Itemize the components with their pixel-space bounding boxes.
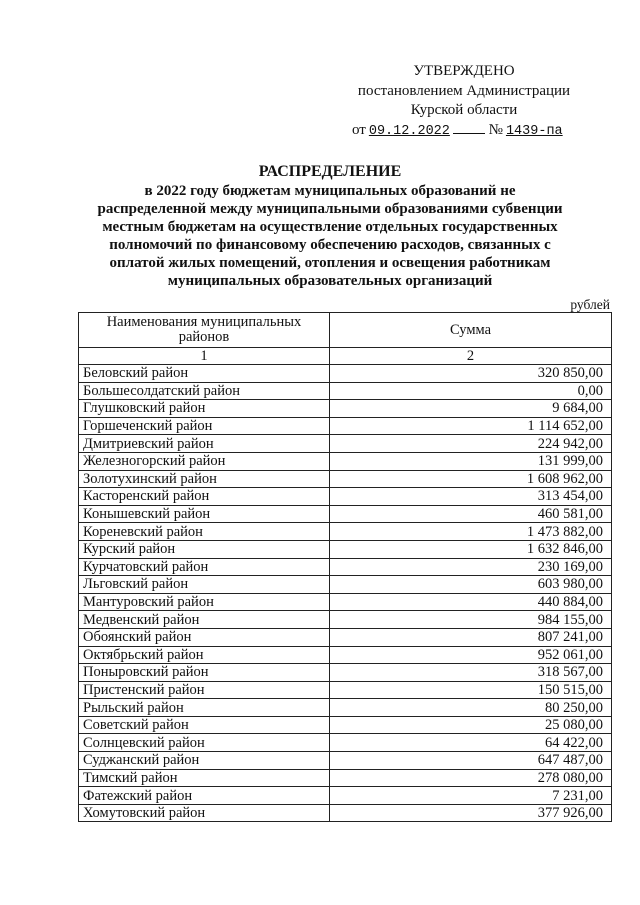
- approval-block: [348, 62, 580, 141]
- district-name: Горшеченский район: [79, 417, 330, 435]
- district-name: Солнцевский район: [79, 734, 330, 752]
- number-prefix: №: [488, 121, 503, 138]
- district-name: Конышевский район: [79, 505, 330, 523]
- header-name: Наименования муниципальных районов: [79, 313, 330, 348]
- table-row: [79, 488, 612, 506]
- approval-date: 09.12.2022: [368, 123, 450, 139]
- district-name: Хомутовский район: [79, 804, 330, 822]
- district-name: Большесолдатский район: [79, 382, 330, 400]
- heading-line: муниципальных образовательных организаций: [167, 273, 493, 289]
- table-row: [79, 716, 612, 734]
- table-row: [79, 752, 612, 770]
- heading-line: распределенной между муниципальными образованиями субвенции: [97, 201, 563, 217]
- table-row: [79, 628, 612, 646]
- district-sum: 80 250,00: [330, 699, 612, 717]
- column-number-sum: 2: [330, 348, 612, 365]
- district-sum: 318 567,00: [330, 664, 612, 682]
- header-sum: Сумма: [330, 313, 612, 348]
- heading-line: местным бюджетам на осуществление отдельных государственных: [102, 219, 558, 235]
- district-sum: 1 632 846,00: [330, 540, 612, 558]
- district-sum: 952 061,00: [330, 646, 612, 664]
- district-name: Дмитриевский район: [79, 435, 330, 453]
- heading-line: оплатой жилых помещений, отопления и освещения работникам: [109, 255, 551, 271]
- table-row: [79, 787, 612, 805]
- table-row: [79, 400, 612, 418]
- table-row: [79, 611, 612, 629]
- district-sum: 984 155,00: [330, 611, 612, 629]
- approval-number: 1439-па: [505, 123, 563, 139]
- table-row: [79, 664, 612, 682]
- district-name: Курчатовский район: [79, 558, 330, 576]
- table-row: [79, 681, 612, 699]
- district-name: Касторенский район: [79, 488, 330, 506]
- district-sum: 1 473 882,00: [330, 523, 612, 541]
- table-row: [79, 804, 612, 822]
- district-name: Медвенский район: [79, 611, 330, 629]
- district-name: Суджанский район: [79, 752, 330, 770]
- district-name: Фатежский район: [79, 787, 330, 805]
- district-name: Рыльский район: [79, 699, 330, 717]
- district-name: Глушковский район: [79, 400, 330, 418]
- table-row: [79, 523, 612, 541]
- table-row: [79, 646, 612, 664]
- district-name: Пристенский район: [79, 681, 330, 699]
- heading-line: в 2022 году бюджетам муниципальных образований не: [144, 183, 516, 199]
- heading-line: полномочий по финансовому обеспечению расходов, связанных с: [109, 237, 551, 253]
- table-row: [79, 365, 612, 383]
- table-row: [79, 558, 612, 576]
- district-name: Обоянский район: [79, 628, 330, 646]
- date-prefix: от: [352, 121, 366, 138]
- approval-date-line: [348, 121, 580, 142]
- district-name: Железногорский район: [79, 452, 330, 470]
- approval-line-2: Курской области: [410, 102, 518, 118]
- district-sum: 278 080,00: [330, 769, 612, 787]
- district-sum: 7 231,00: [330, 787, 612, 805]
- district-sum: 230 169,00: [330, 558, 612, 576]
- table-row: [79, 382, 612, 400]
- table-row: [79, 452, 612, 470]
- table-row: [79, 699, 612, 717]
- table-row: [79, 417, 612, 435]
- column-number-name: 1: [79, 348, 330, 365]
- district-sum: 807 241,00: [330, 628, 612, 646]
- district-sum: 224 942,00: [330, 435, 612, 453]
- approval-line-1: постановлением Администрации: [357, 82, 571, 99]
- table-header-row: [79, 313, 612, 348]
- district-sum: 603 980,00: [330, 576, 612, 594]
- district-sum: 1 114 652,00: [330, 417, 612, 435]
- district-sum: 313 454,00: [330, 488, 612, 506]
- table-row: [79, 734, 612, 752]
- district-name: Поныровский район: [79, 664, 330, 682]
- district-name: Кореневский район: [79, 523, 330, 541]
- district-name: Тимский район: [79, 769, 330, 787]
- district-sum: 131 999,00: [330, 452, 612, 470]
- district-sum: 460 581,00: [330, 505, 612, 523]
- district-name: Советский район: [79, 716, 330, 734]
- district-sum: 64 422,00: [330, 734, 612, 752]
- table-row: [79, 576, 612, 594]
- table-row: [79, 435, 612, 453]
- column-number-row: [79, 348, 612, 365]
- district-sum: 377 926,00: [330, 804, 612, 822]
- district-name: Октябрьский район: [79, 646, 330, 664]
- district-name: Беловский район: [79, 365, 330, 383]
- district-sum: 9 684,00: [330, 400, 612, 418]
- district-sum: 440 884,00: [330, 593, 612, 611]
- district-name: Мантуровский район: [79, 593, 330, 611]
- district-sum: 0,00: [330, 382, 612, 400]
- table-row: [79, 769, 612, 787]
- distribution-table: [78, 312, 612, 822]
- approval-title: УТВЕРЖДЕНО: [413, 63, 515, 79]
- district-name: Золотухинский район: [79, 470, 330, 488]
- district-sum: 150 515,00: [330, 681, 612, 699]
- document-title: РАСПРЕДЕЛЕНИЕ: [258, 163, 402, 180]
- units-label: рублей: [570, 297, 610, 312]
- table-row: [79, 540, 612, 558]
- district-name: Курский район: [79, 540, 330, 558]
- table-row: [79, 505, 612, 523]
- district-sum: 25 080,00: [330, 716, 612, 734]
- table-row: [79, 593, 612, 611]
- district-sum: 647 487,00: [330, 752, 612, 770]
- district-sum: 1 608 962,00: [330, 470, 612, 488]
- document-heading: [90, 163, 570, 290]
- table-row: [79, 470, 612, 488]
- date-underline-gap: [453, 121, 485, 134]
- district-sum: 320 850,00: [330, 365, 612, 383]
- district-name: Льговский район: [79, 576, 330, 594]
